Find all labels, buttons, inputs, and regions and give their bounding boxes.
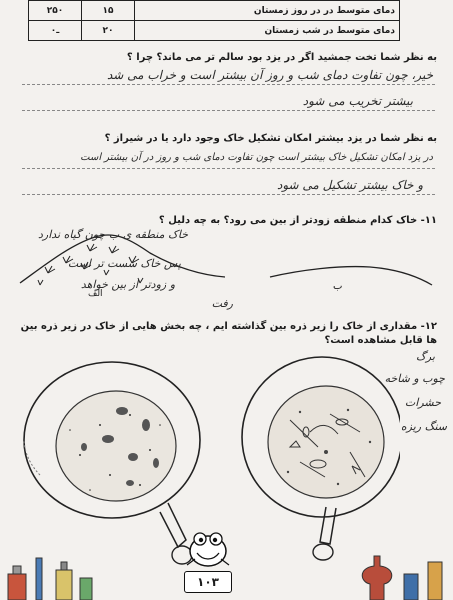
table-row (29, 1, 400, 21)
handwritten-answer: خیر، چون تفاوت دمای شب و روز آن بیشتر است و خراب می شد (106, 68, 433, 82)
hill-label-alef: الف (88, 289, 103, 299)
question-12: ۱۲- مقداری از خاک را زیر ذره بین گذاشته ایم ، چه بخش هایی از خاک در زیر ذره بین ها قابل مشاهده است؟ (20, 321, 437, 346)
table-cell: ۲۵۰ (29, 1, 82, 21)
handwritten-answer: و خاک بیشتر تشکیل می شود (277, 178, 423, 192)
question-10: به نظر شما در یزد بیشتر امکان تشکیل خاک وجود دارد یا در شیراز ؟ (104, 133, 437, 144)
handwritten-answer: خاک منطقه ی ب چون گیاه ندارد (38, 228, 188, 241)
question-9: به نظر شما تخت جمشید اگر در یزد بود سالم تر می ماند؟ چرا ؟ (126, 52, 437, 63)
table-cell: ۱۵ (82, 1, 135, 21)
handwritten-answer: بیشتر تخریب می شود (302, 94, 413, 108)
table-cell: دمای متوسط در در روز زمستان (135, 1, 400, 21)
temperature-table (28, 0, 400, 41)
handwritten-answer: و زودتر از بین خواهد (80, 278, 175, 291)
handwritten-answer: چوب و شاخه (384, 372, 445, 385)
handwritten-answer: رفت (211, 297, 233, 310)
handwritten-answer: برگ (416, 350, 435, 363)
answer-line (22, 194, 435, 195)
handwritten-answer: سنگ ریزه (400, 420, 447, 433)
answer-line (22, 110, 435, 111)
mascot-icon (183, 525, 233, 575)
table-cell: ۰ـ (29, 21, 82, 41)
lab-bottles-left-icon (0, 548, 100, 600)
lab-bottles-right-icon (350, 548, 453, 600)
table-cell: ۲۰ (82, 21, 135, 41)
handwritten-answer: پس خاک سست تر است (67, 257, 181, 270)
handwritten-answer: حشرات (404, 396, 441, 409)
magnifier-right (230, 352, 400, 567)
page-number: ۱۰۳ (184, 571, 232, 593)
table-cell: دمای متوسط در شب زمستان (135, 21, 400, 41)
question-11: ۱۱- خاک کدام منطقه زودتر از بین می رود؟ به چه دلیل ؟ (158, 215, 437, 226)
table-row (29, 21, 400, 41)
answer-line (22, 84, 435, 85)
answer-line (22, 168, 435, 169)
handwritten-answer: در یزد امکان تشکیل خاک بیشتر است چون تفاوت دمای شب و روز در آن بیشتر است (80, 152, 433, 163)
hill-label-be: ب (333, 281, 343, 292)
